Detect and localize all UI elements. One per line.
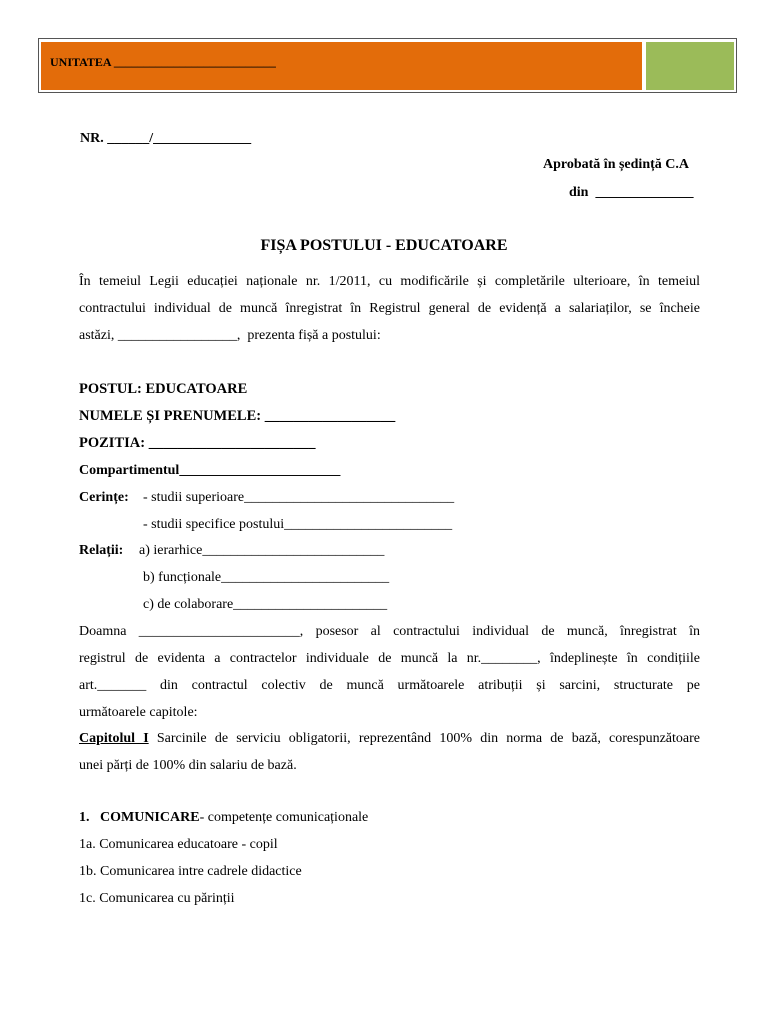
requirement-item-1: - studii superioare______________________________ xyxy=(143,490,455,505)
requirement-item-2: - studii specifice postului________________________ xyxy=(143,517,453,532)
section-number: 1. xyxy=(79,810,90,825)
name-field xyxy=(79,408,395,425)
position-label: POZITIA: xyxy=(79,435,149,451)
paragraph-line-3: art._______ din contractul colectiv de muncă următoarele atribuții și sarcini, structurate pe xyxy=(79,678,700,693)
unit-field: UNITATEA ___________________________ xyxy=(50,55,276,69)
position-field xyxy=(79,435,315,452)
chapter-text: Sarcinile de serviciu obligatorii, reprezentând 100% din norma de bază, corespunzătoare xyxy=(148,731,700,746)
section-item-1a: 1a. Comunicarea educatoare - copil xyxy=(79,837,278,852)
nr-field: NR. ______/______________ xyxy=(80,131,252,146)
department-blank: _______________________ xyxy=(179,463,341,478)
paragraph-line-4: următoarele capitole: xyxy=(79,705,198,720)
intro-line-1: În temeiul Legii educației naționale nr. 1/2011, cu modificările și completările ulterioare, în temeiul xyxy=(79,274,700,289)
section-heading xyxy=(79,810,368,826)
intro-line-2: contractului individual de muncă înregistrat în Registrul general de evidență a salariaților, se încheie xyxy=(79,301,700,316)
section-item-1c: 1c. Comunicarea cu părinții xyxy=(79,891,235,906)
intro-line-3: astăzi, _________________, prezenta fișă a postului: xyxy=(79,328,381,343)
post-field: POSTUL: EDUCATOARE xyxy=(79,381,248,397)
requirements-label: Cerințe: xyxy=(79,490,129,505)
paragraph-line-1: Doamna _______________________, posesor al contractului individual de muncă, înregistrat în xyxy=(79,624,700,639)
relation-item-3: c) de colaborare______________________ xyxy=(143,597,388,612)
header-box xyxy=(38,38,737,93)
approval-date: din ______________ xyxy=(569,185,694,200)
chapter-label: Capitolul I xyxy=(79,731,149,746)
section-item-1b: 1b. Comunicarea intre cadrele didactice xyxy=(79,864,302,879)
document-title: FIȘA POSTULUI - EDUCATOARE xyxy=(260,237,508,254)
department-label: Compartimentul xyxy=(79,463,180,478)
chapter-line-1 xyxy=(79,731,700,747)
header-green-cell xyxy=(646,42,734,90)
header-orange-cell xyxy=(41,42,642,90)
section-title: COMUNICARE xyxy=(100,810,200,825)
relations-label: Relații: xyxy=(79,543,124,558)
department-field xyxy=(79,463,340,479)
position-blank: _______________________ xyxy=(148,435,316,451)
section-subtitle: - competențe comunicaționale xyxy=(199,810,369,825)
relation-item-2: b) funcționale________________________ xyxy=(143,570,390,585)
relation-item-1: a) ierarhice__________________________ xyxy=(139,543,385,558)
name-blank: __________________ xyxy=(264,408,396,424)
approval-note: Aprobată în ședință C.A xyxy=(543,157,689,172)
paragraph-line-2: registrul de evidenta a contractelor individuale de muncă la nr.________, îndeplinește în condițiile xyxy=(79,651,700,666)
name-label: NUMELE ȘI PRENUMELE: xyxy=(79,408,265,424)
chapter-line-2: unei părți de 100% din salariu de bază. xyxy=(79,758,297,773)
